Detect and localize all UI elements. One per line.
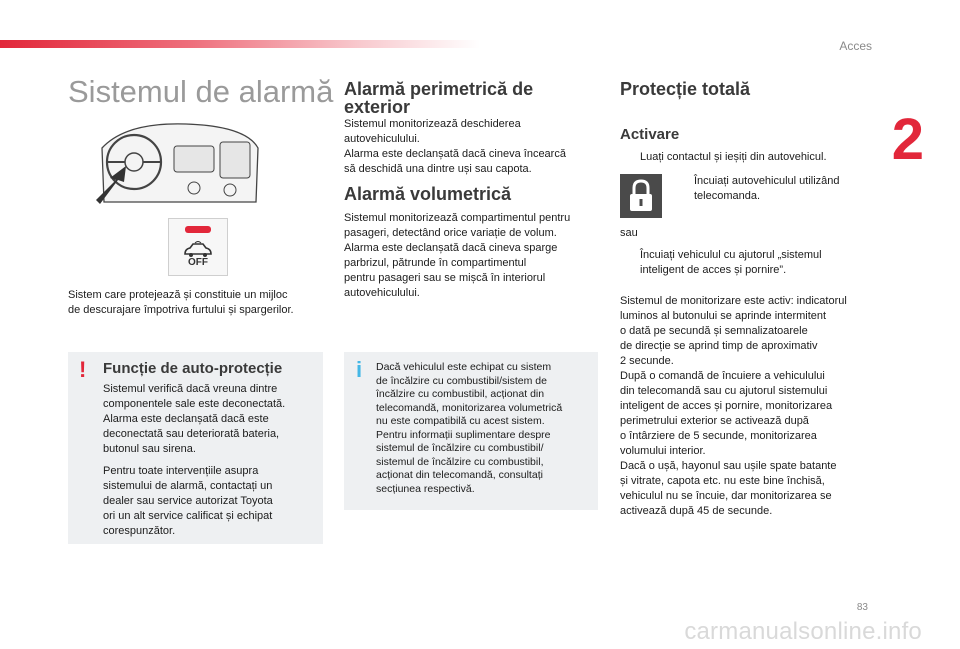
warning-box-title: Funcție de auto-protecție <box>103 360 283 377</box>
monitoring-description: Sistemul de monitorizare este activ: indicatorul luminos al butonului se aprinde intermitent o dată pe secundă și semnalizatoarele de direcție se aprind timp de aproximativ 2 secunde. După o comandă de încuiere a vehiculului din telecomandă sau cu ajutorul sistemului inteligent de acces și pornire, monitorizarea perimetrului exterior se activează după o întârziere de 5 secunde, monitorizarea volumului interior. Dacă o ușă, hayonul sau ușile spate batante și vitrate, capota etc. nu este bine închisă, vehiculul nu se încuie, dar monitorizarea se activează după 45 de secunde. <box>620 295 847 517</box>
page-title: Sistemul de alarmă <box>68 74 334 109</box>
info-box-text: Dacă vehiculul este echipat cu sistem de încălzire cu combustibil/sistem de încălzire cu combustibil, acționat din telecomandă, monitorizarea volumetrică nu este compatibilă cu acest sistem. Pentru informații suplimentare despre sistemul de încălzire cu combustibil/ sistemul de încălzire cu combustibil, acționat din telecomandă, consultați secțiunea respectivă. <box>376 361 563 495</box>
step-lock-remote: Încuiați autovehiculul utilizând telecomanda. <box>694 175 840 202</box>
page-number: 83 <box>856 602 868 613</box>
warning-icon: ! <box>79 357 87 382</box>
section-name: Acces <box>839 39 872 53</box>
volumetric-text: Sistemul monitorizează compartimentul pentru pasageri, detectând orice variație de volum. Alarma este declanșată dacă cineva sparge parbrizul, pătrunde în compartimentul pentru pasageri sau se mișcă în interiorul autovehiculului. <box>344 212 571 299</box>
dashboard-illustration <box>96 118 262 204</box>
lock-button-icon <box>620 174 662 218</box>
total-protection-title: Protecție totală <box>620 79 751 99</box>
perimetric-title: Alarmă perimetrică de exterior <box>344 79 534 117</box>
alarm-off-button-illustration <box>168 218 228 276</box>
activation-subtitle: Activare <box>620 126 680 143</box>
chapter-number: 2 <box>891 107 924 172</box>
padlock-icon <box>620 174 662 218</box>
info-icon: i <box>356 357 363 382</box>
alarm-caption: Sistem care protejează și constituie un mijloc de descurajare împotriva furtului și spargerilor. <box>68 289 294 316</box>
volumetric-title: Alarmă volumetrică <box>344 184 512 204</box>
warning-box-para2: Pentru toate intervențiile asupra sistemului de alarmă, contactați un dealer sau service autorizat Toyota ori un alt service calificat și echipat corespunzător. <box>103 465 273 537</box>
or-text: sau <box>620 227 638 239</box>
off-label: OFF <box>188 257 208 268</box>
info-box <box>344 352 598 510</box>
step-lock-smart-access: Încuiați vehiculul cu ajutorul „sistemul inteligent de acces și pornire”. <box>640 249 822 276</box>
perimetric-text: Sistemul monitorizează deschiderea autovehiculului. Alarma este declanșată dacă cineva încearcă să deschidă una dintre uși sau capota. <box>344 118 566 175</box>
warning-box <box>68 352 323 544</box>
watermark: carmanualsonline.info <box>684 618 922 645</box>
warning-box-para1: Sistemul verifică dacă vreuna dintre componentele sale este deconectată. Alarma este declanșată dacă este deconectată sau deteriorată bateria, butonul sau sirena. <box>103 383 286 455</box>
indicator-light <box>185 226 211 233</box>
header-accent-bar <box>0 40 480 48</box>
